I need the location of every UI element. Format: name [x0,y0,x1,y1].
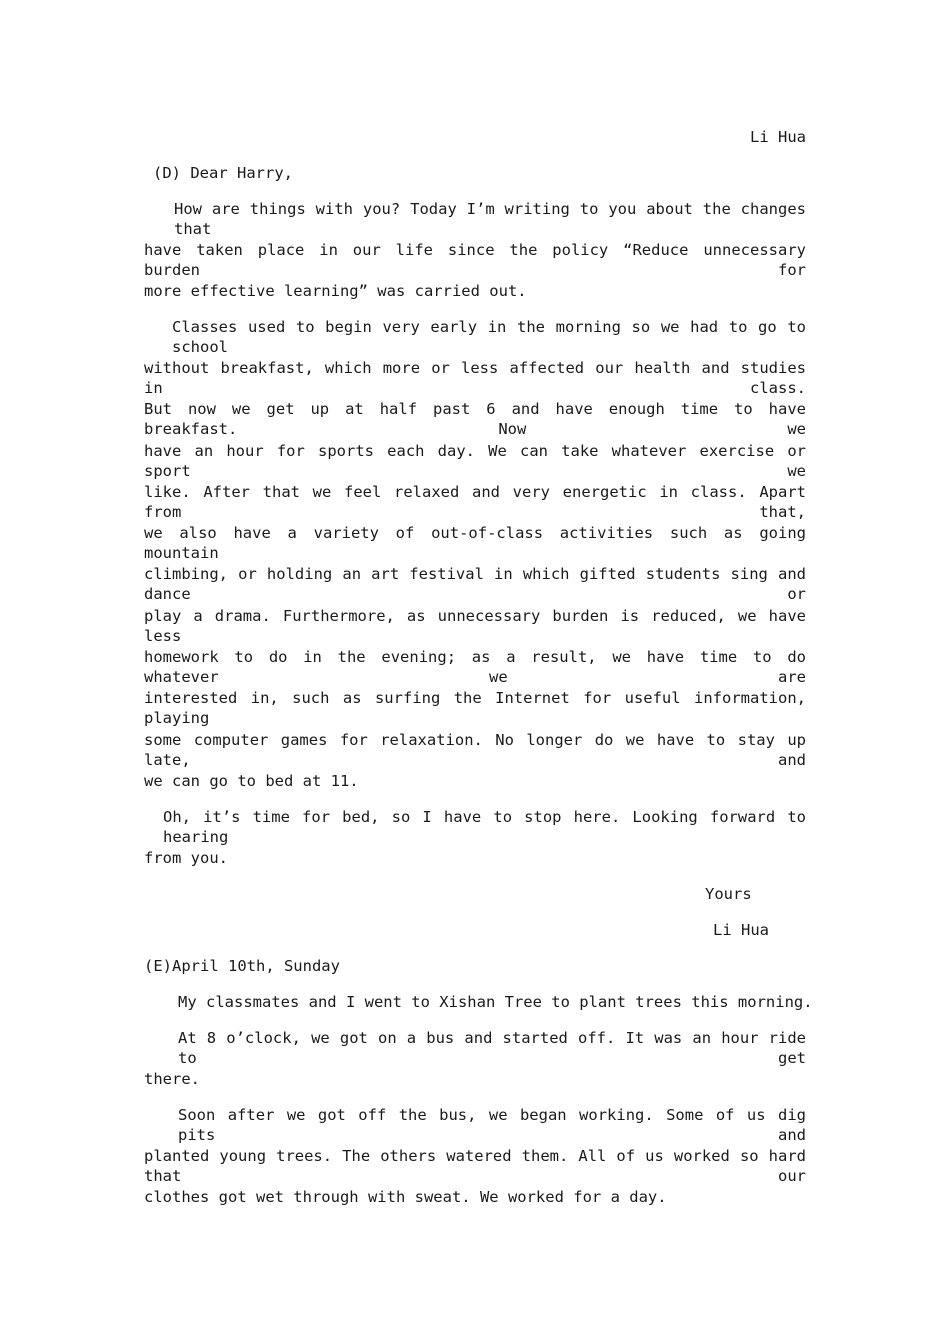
text-line: have taken place in our life since the policy “Reduce unnecessary burden for [144,241,806,279]
diary-e-paragraph-1: My classmates and I went to Xishan Tree to plant trees this morning. [178,993,813,1011]
text-line: interested in, such as surfing the Internet for useful information, playing [144,689,806,727]
text-line: we also have a variety of out-of-class activities such as going mountain [144,524,806,562]
text-line: Soon after we got off the bus, we began working. Some of us dig pits and [178,1106,806,1144]
text-line: climbing, or holding an art festival in which gifted students sing and dance or [144,565,806,603]
letter-closing: Yours [705,885,752,903]
text-line: planted young trees. The others watered them. All of us worked so hard that our [144,1147,806,1185]
text-line: Oh, it’s time for bed, so I have to stop here. Looking forward to hearing [163,808,806,846]
text-line: there. [144,1070,200,1088]
text-line: play a drama. Furthermore, as unnecessary burden is reduced, we have less [144,607,806,645]
text-line: How are things with you? Today I’m writing to you about the changes that [174,200,806,238]
text-line: Classes used to begin very early in the morning so we had to go to school [172,318,806,356]
letter-signature: Li Hua [713,921,769,939]
text-line: without breakfast, which more or less affected our health and studies in class. [144,359,806,397]
letter-d-label: (D) Dear Harry, [153,164,293,182]
text-line: we can go to bed at 11. [144,772,359,790]
text-line: But now we get up at half past 6 and have enough time to have breakfast. Now we [144,400,806,438]
text-line: clothes got wet through with sweat. We worked for a day. [144,1188,667,1206]
text-line: homework to do in the evening; as a result, we have time to do whatever we are [144,648,806,686]
text-line: At 8 o’clock, we got on a bus and started off. It was an hour ride to get [178,1029,806,1067]
top-signature: Li Hua [750,128,806,146]
text-line: some computer games for relaxation. No longer do we have to stay up late, and [144,731,806,769]
text-line: from you. [144,849,228,867]
text-line: like. After that we feel relaxed and very energetic in class. Apart from that, [144,483,806,521]
diary-e-heading: (E)April 10th, Sunday [144,957,340,975]
text-line: have an hour for sports each day. We can take whatever exercise or sport we [144,442,806,480]
text-line: more effective learning” was carried out. [144,282,527,300]
